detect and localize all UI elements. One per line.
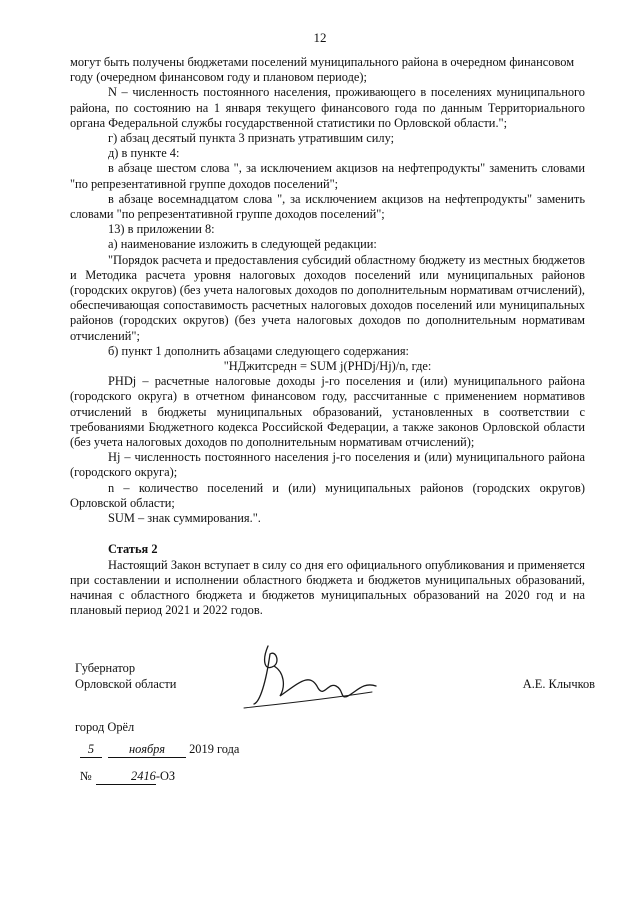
date-line (80, 742, 239, 758)
signatory-title (75, 660, 176, 692)
paragraph-1: могут быть получены бюджетами поселений муниципального района в очередном финансовом году (очередном финансовом году и плановом периоде); (70, 55, 575, 85)
law-number-suffix: -ОЗ (155, 769, 176, 783)
signatory-name: А.Е. Клычков (522, 677, 595, 691)
law-number-prefix: № (80, 769, 92, 783)
paragraph-10: б) пункт 1 дополнить абзацами следующего содержания: (108, 343, 409, 358)
paragraph-13: Hj – численность постоянного населения j-го поселения и (или) муниципального района (городского округа); (70, 450, 585, 480)
paragraph-7: 13) в приложении 8: (108, 222, 215, 237)
document-body (70, 55, 585, 618)
paragraph-6: в абзаце восемнадцатом слова ", за исключением акцизов на нефтепродукты" заменить словами "по репрезентативной группе доходов поселений"; (70, 191, 585, 222)
page-number: 12 (313, 30, 327, 45)
paragraph-9: "Порядок расчета и предоставления субсидий областному бюджету из местных бюджетов и Методика расчета уровня налоговых доходов поселений или муниципальных районов (городских округов) (без учета налоговых доходов по дополнительным нормативам отчислений), обеспечивающая сопоставимость расчетных налоговых доходов поселений или муниципальных районов (городских округов) (без учета налоговых доходов по дополнительным нормативам отчислений"; (70, 252, 585, 343)
date-month: ноября (108, 742, 186, 758)
paragraph-3: г) абзац десятый пункта 3 признать утратившим силу; (108, 131, 395, 146)
paragraph-15: SUM – знак суммирования.". (108, 511, 261, 526)
formula: "НДжитсредн = SUM j(PHDj/Hj)/n, где: (223, 359, 432, 374)
law-number-value: 2416 (96, 769, 156, 785)
handwritten-signature (240, 642, 390, 712)
paragraph-8: а) наименование изложить в следующей редакции: (108, 237, 377, 252)
signatory-title-line2: Орловской области (75, 677, 177, 691)
signature-block (75, 660, 595, 720)
date-year: 2019 года (189, 742, 240, 756)
paragraph-12: PHDj – расчетные налоговые доходы j-го поселения и (или) муниципального района (городского округа) в отчетном финансовом году, рассчитанные с применением нормативов отчислений в бюджеты муниципальных образований, установленных в соответствии с требованиями Бюджетного кодекса Российской Федерации, а также законов Орловской области (без учета налоговых доходов по дополнительным нормативам отчислений); (70, 374, 585, 450)
article-heading: Статья 2 (108, 542, 158, 557)
paragraph-4: д) в пункте 4: (108, 146, 180, 161)
paragraph-2: N – численность постоянного населения, проживающего в поселениях муниципального района, по состоянию на 1 января текущего финансового года по данным Территориального органа Федеральной службы государственной статистики по Орловской области."; (70, 85, 585, 130)
city: город Орёл (75, 720, 135, 734)
law-number-line (80, 769, 175, 785)
date-day: 5 (80, 742, 102, 758)
article-text: Настоящий Закон вступает в силу со дня его официального опубликования и применяется при составлении и исполнении областного бюджета и бюджетов муниципальных образований, начиная с областного бюджета и бюджетов муниципальных образований на 2020 год и на плановый период 2021 и 2022 годов. (70, 557, 585, 618)
signatory-title-line1: Губернатор (75, 661, 136, 675)
paragraph-5: в абзаце шестом слова ", за исключением акцизов на нефтепродукты" заменить словами "по репрезентативной группе доходов поселений"; (70, 161, 585, 191)
paragraph-14: n – количество поселений и (или) муниципальных районов (городских округов) Орловской области; (70, 480, 585, 510)
